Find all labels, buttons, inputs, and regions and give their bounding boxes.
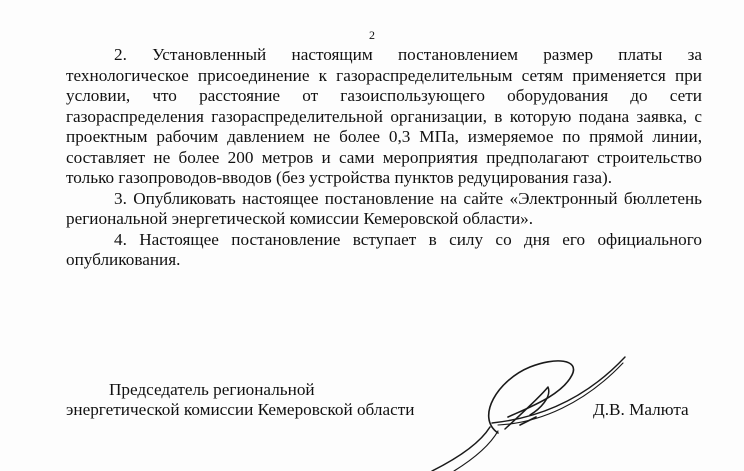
page-number: 2 (369, 28, 375, 42)
paragraph-4: 4. Настоящее постановление вступает в силу со дня его официального опубликования. (66, 229, 702, 269)
document-body (66, 45, 702, 271)
paragraph-3: 3. Опубликовать настоящее постановление на сайте «Электронный бюллетень региональной энергетической комиссии Кемеровской области». (66, 188, 702, 228)
signatory-title-line-1: Председатель региональной (109, 380, 315, 399)
handwritten-signature-icon (380, 345, 660, 471)
signatory-name: Д.В. Малюта (593, 400, 689, 419)
signatory-title-line-2: энергетической комиссии Кемеровской области (66, 400, 415, 419)
paragraph-2: 2. Установленный настоящим постановлением размер платы за технологическое присоединение к газораспределительным сетям применяется при условии, что расстояние от газоиспользующего оборудования до сети газораспределения газораспределительной организации, в которую подана заявка, с проектным рабочим давлением не более 0,3 МПа, измеряемое по прямой линии, составляет не более 200 метров и сами мероприятия предполагают строительство только газопроводов-вводов (без устройства пунктов редуцирования газа). (66, 45, 702, 187)
